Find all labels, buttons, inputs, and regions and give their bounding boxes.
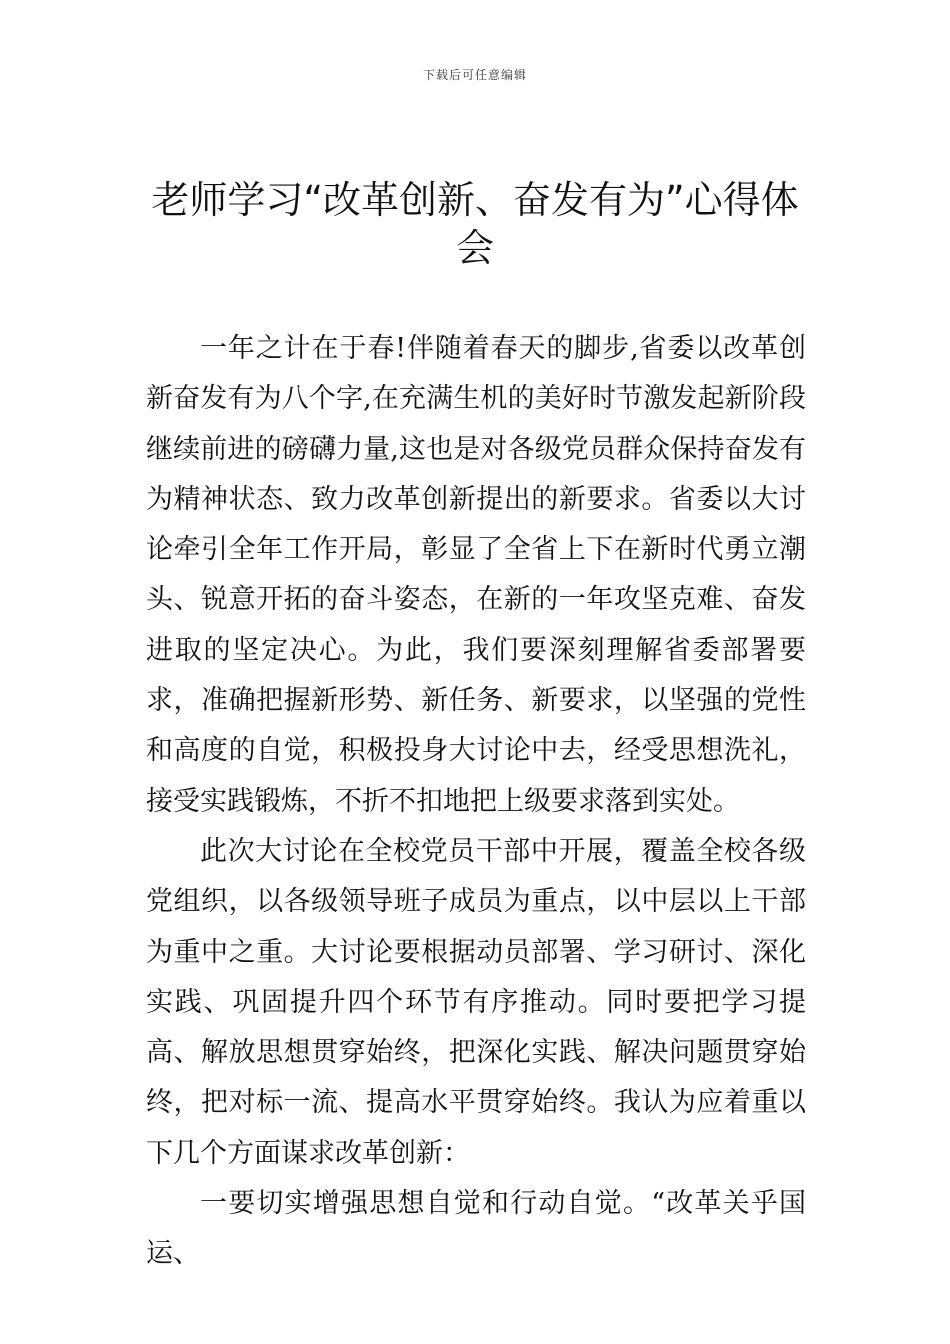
document-body	[146, 324, 806, 1280]
paragraph-3: 一要切实增强思想自觉和行动自觉。“改革关乎国运、	[146, 1188, 806, 1270]
document-title: 老师学习“改革创新、奋发有为”心得体会	[151, 178, 799, 270]
page-header-note: 下载后可任意编辑	[422, 68, 527, 82]
paragraph-2: 此次大讨论在全校党员干部中开展，覆盖全校各级党组织，以各级领导班子成员为重点，以中层以上干部为重中之重。大讨论要根据动员部署、学习研讨、深化实践、巩固提升四个环节有序推动。同时要把学习提高、解放思想贯穿始终，把深化实践、解决问题贯穿始终，把对标一流、提高水平贯穿始终。我认为应着重以下几个方面谋求改革创新：	[146, 835, 806, 1169]
paragraph-1: 一年之计在于春!伴随着春天的脚步,省委以改革创新奋发有为八个字,在充满生机的美好时节激发起新阶段继续前进的磅礴力量,这也是对各级党员群众保持奋发有为精神状态、致力改革创新提出的新要求。省委以大讨论牵引全年工作开局，彰显了全省上下在新时代勇立潮头、锐意开拓的奋斗姿态，在新的一年攻坚克难、奋发进取的坚定决心。为此，我们要深刻理解省委部署要求，准确把握新形势、新任务、新要求，以坚强的党性和高度的自觉，积极投身大讨论中去，经受思想洗礼，接受实践锻炼，不折不扣地把上级要求落到实处。	[146, 333, 806, 817]
